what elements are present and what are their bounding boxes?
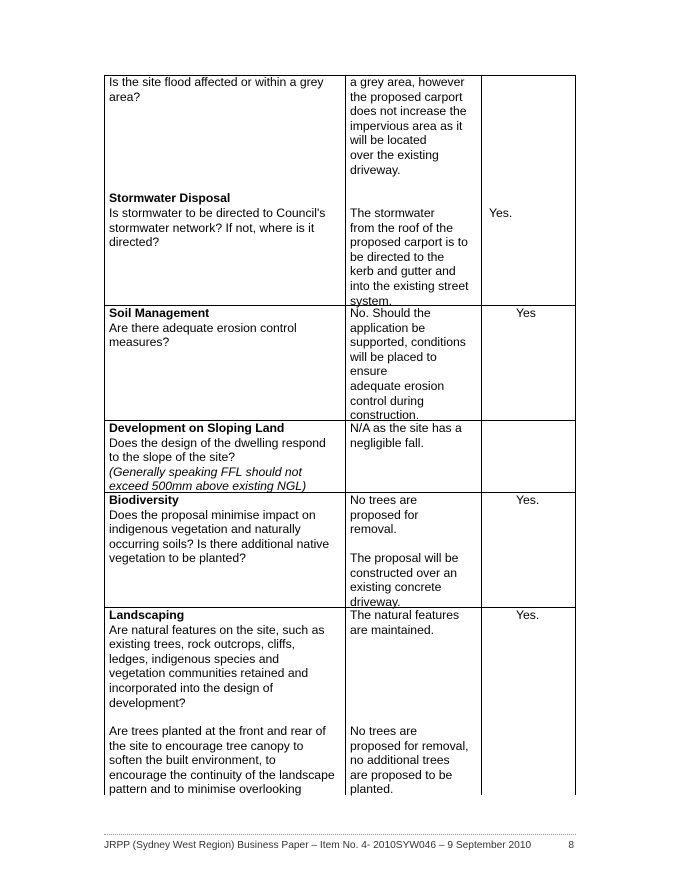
compliance-cell xyxy=(481,492,576,607)
comment-cell xyxy=(345,492,482,607)
table-row xyxy=(104,492,576,607)
table-row xyxy=(104,305,576,423)
compliance-cell xyxy=(481,420,576,492)
compliance-cell xyxy=(481,305,576,420)
landscaping-comment-2: No trees are proposed for removal, no additional trees are proposed to be planted. xyxy=(350,724,469,797)
question-cell xyxy=(104,492,346,607)
biodiversity-comment-2: The proposal will be constructed over an existing concrete driveway. xyxy=(350,551,459,609)
stormwater-comment: The stormwater from the roof of the proposed carport is to be directed to the kerb and gutter and into the existing street system. xyxy=(350,206,469,308)
compliance-cell xyxy=(481,607,576,795)
landscaping-question-2: Are trees planted at the front and rear of the site to encourage tree canopy to soften the built environment, to encourage the continuity of the landscape pattern and to minimise overlooking xyxy=(109,724,335,797)
landscaping-compliance: Yes. xyxy=(516,608,540,622)
landscaping-comment: The natural features are maintained. xyxy=(350,608,460,637)
page-number: 8 xyxy=(568,840,574,851)
stormwater-question: Is stormwater to be directed to Council's stormwater network? If not, where is it directed? xyxy=(109,206,326,250)
sloping-comment: N/A as the site has a negligible fall. xyxy=(350,421,462,450)
compliance-cell xyxy=(481,75,576,305)
flood-question: Is the site flood affected or within a grey area? xyxy=(109,75,324,104)
sloping-question: Development on Sloping Land Does the design of the dwelling respond to the slope of the site? (Generally speaking FFL should not exceed 500mm above existing NGL) xyxy=(109,421,326,494)
soil-compliance: Yes xyxy=(516,306,536,320)
table-row xyxy=(104,420,576,492)
footer-text: JRPP (Sydney West Region) Business Paper – Item No. 4- 2010SYW046 – 9 September 2010 xyxy=(104,840,532,851)
comment-cell xyxy=(345,420,482,492)
table-row xyxy=(104,75,576,308)
stormwater-heading: Stormwater Disposal xyxy=(109,191,231,205)
biodiversity-question: Biodiversity Does the proposal minimise impact on indigenous vegetation and naturally occurring soils? Is there additional native vegetation to be planted? xyxy=(109,493,330,566)
comment-cell xyxy=(345,607,482,795)
biodiversity-compliance: Yes. xyxy=(516,493,540,507)
assessment-table xyxy=(104,75,576,795)
comment-cell xyxy=(345,305,482,423)
footer-divider xyxy=(104,834,576,835)
soil-comment: No. Should the application be supported, conditions will be placed to ensure adequate erosion control during construction. xyxy=(350,306,466,423)
question-cell xyxy=(104,420,346,492)
question-cell xyxy=(104,75,346,305)
flood-comment: a grey area, however the proposed carport does not increase the impervious area as it will be located over the existing driveway. xyxy=(350,75,467,177)
stormwater-compliance: Yes. xyxy=(489,206,513,220)
table-row xyxy=(104,607,576,795)
landscaping-question: Landscaping Are natural features on the site, such as existing trees, rock outcrops, cliffs, ledges, indigenous species and vegetation communities retained and incorporated into the design of development? xyxy=(109,608,325,710)
question-cell xyxy=(104,305,346,420)
biodiversity-comment: No trees are proposed for removal. xyxy=(350,493,419,537)
page-footer xyxy=(104,840,576,851)
question-cell xyxy=(104,607,346,795)
comment-cell xyxy=(345,75,482,308)
soil-question: Soil Management Are there adequate erosion control measures? xyxy=(109,306,297,350)
